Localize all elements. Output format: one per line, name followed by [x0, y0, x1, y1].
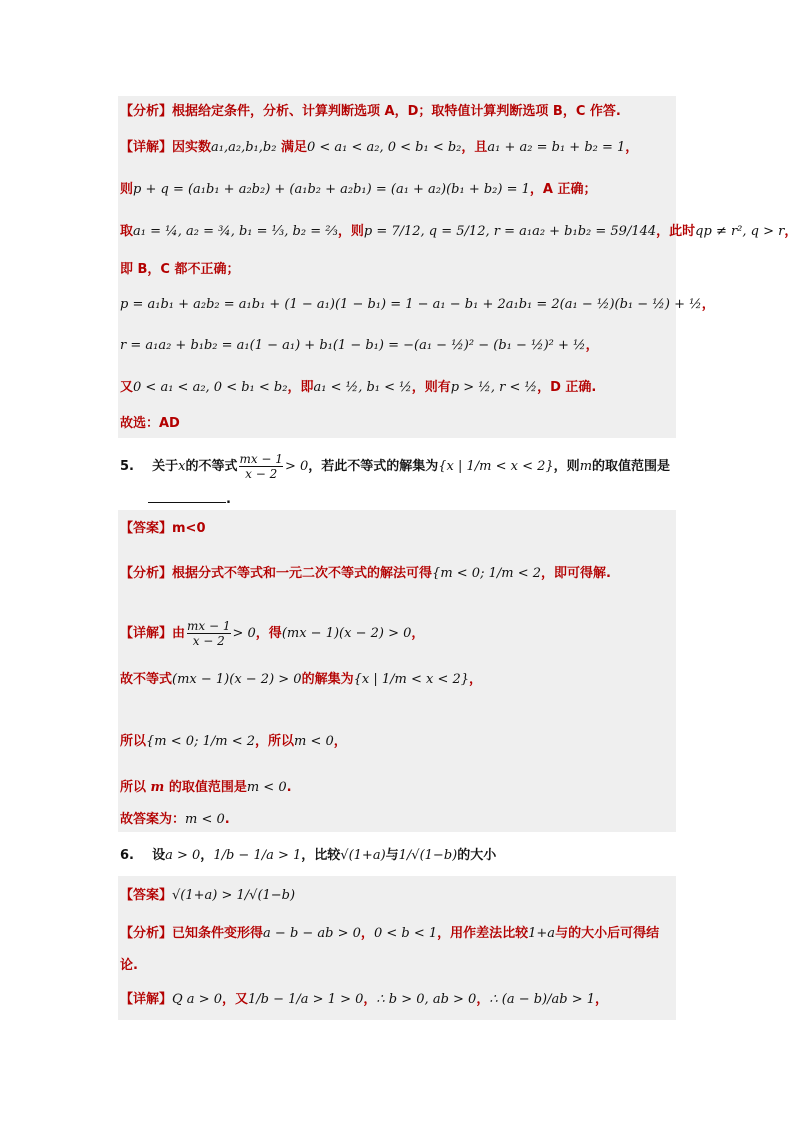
answer-value: m<0: [172, 521, 206, 536]
text: ，A 正确；: [529, 182, 597, 197]
denominator: x − 2: [187, 633, 230, 648]
fraction: [187, 619, 230, 648]
math: p + q = (a₁b₁ + a₂b₂) + (a₁b₂ + a₂b₁) = (a₁ + a₂)(b₁ + b₂) = 1: [133, 182, 530, 197]
analysis-tag: 【分析】: [120, 566, 173, 581]
math-system: {m < 0; 1/m < 2: [146, 734, 255, 749]
math: a₁ < ½, b₁ < ½: [313, 380, 412, 395]
text: 满足: [276, 140, 307, 155]
math: {x | 1/m < x < 2}: [353, 672, 470, 687]
text: ，即: [287, 380, 314, 395]
math: > 0: [284, 459, 309, 474]
q6-detail-line: [120, 992, 608, 1008]
text: ，则: [553, 459, 580, 474]
math: {x | 1/m < x < 2}: [438, 459, 554, 474]
math: 1+a: [528, 926, 556, 941]
text: ，则有: [411, 380, 451, 395]
q5-analysis-line: [120, 566, 611, 582]
q5-detail-line-2: [120, 672, 482, 688]
detail-line-7: [120, 380, 596, 396]
text: 关于: [152, 459, 179, 474]
text: ，此时: [656, 224, 696, 239]
text: 与: [385, 848, 399, 863]
math: m < 0: [440, 566, 481, 581]
math: a₁,a₂,b₁,b₂: [211, 140, 277, 155]
text: ，若此不等式的解集为: [308, 459, 439, 474]
text: ，用作差法比较: [437, 926, 529, 941]
math: ∴ (a − b)/ab > 1: [489, 992, 596, 1007]
detail-tag: 【详解】: [120, 140, 173, 155]
math: 0 < a₁ < a₂, 0 < b₁ < b₂: [133, 380, 288, 395]
detail-line-4: [120, 262, 240, 278]
text: ，得: [255, 626, 282, 641]
math: p = a₁b₁ + a₂b₂ = a₁b₁ + (1 − a₁)(1 − b₁) = 1 − a₁ − b₁ + 2a₁b₁ = 2(a₁ − ½)(b₁ − ½) + ½: [120, 297, 702, 312]
text: 故答案为：: [120, 812, 186, 827]
detail-line-5: [120, 297, 715, 313]
text: 即 B，C 都不正确；: [120, 262, 240, 277]
detail-tag: 【详解】: [120, 992, 173, 1007]
text: .: [224, 812, 230, 827]
question-5-blank-line: [148, 490, 231, 508]
math: √(1+a): [340, 848, 386, 863]
text: ，: [701, 297, 715, 312]
text: 取: [120, 224, 134, 239]
text: ，: [200, 848, 214, 863]
math: a − b − ab > 0: [263, 926, 361, 941]
analysis-line: [120, 104, 621, 120]
text: ，: [595, 992, 609, 1007]
math: p = 7/12, q = 5/12, r = a₁a₂ + b₁b₂ = 59/144: [363, 224, 657, 239]
math: m: [150, 780, 165, 795]
math: m < 0: [185, 812, 225, 827]
text: ，: [476, 992, 490, 1007]
math: r = a₁a₂ + b₁b₂ = a₁(1 − a₁) + b₁(1 − b₁) = −(a₁ − ½)² − (b₁ − ½)² + ½: [120, 338, 586, 353]
numerator: mx − 1: [239, 452, 283, 466]
math: > 0: [232, 626, 256, 641]
text: 的取值范围是: [592, 459, 671, 474]
text: 的大小: [457, 848, 497, 863]
text: 根据分式不等式和一元二次不等式的解法可得: [172, 566, 433, 581]
text: ，即可得解.: [541, 566, 611, 581]
math: 1/b − 1/a > 1 > 0: [248, 992, 364, 1007]
text: ，: [360, 926, 374, 941]
math: 1/m < 2: [202, 734, 255, 749]
text: ，且: [461, 140, 488, 155]
q6-analysis-line-2: [120, 958, 138, 974]
text: 则: [120, 182, 134, 197]
q5-answer-line: [120, 521, 206, 537]
question-6: [120, 848, 496, 864]
analysis-tag: 【分析】: [120, 926, 173, 941]
text: ，: [363, 992, 377, 1007]
math: 0 < a₁ < a₂, 0 < b₁ < b₂: [306, 140, 462, 155]
text: 由: [172, 626, 186, 641]
q5-detail-line-4: [120, 780, 292, 796]
q6-answer-line: [120, 888, 295, 904]
text: 又: [120, 380, 134, 395]
analysis-tag: 【分析】: [120, 104, 173, 119]
text: ，又: [221, 992, 248, 1007]
text: 与的大小后可得结: [555, 926, 660, 941]
math: 1/√(1−b): [398, 848, 458, 863]
text: 论.: [120, 958, 138, 973]
text: ，比较: [301, 848, 341, 863]
text: ，则: [337, 224, 364, 239]
math: qp ≠ r², q > r: [695, 224, 785, 239]
math: 1/b − 1/a > 1: [213, 848, 302, 863]
math: (mx − 1)(x − 2) > 0: [172, 672, 302, 687]
text: 故选：AD: [120, 416, 180, 431]
text: ，所以: [254, 734, 294, 749]
math: m < 0: [246, 780, 287, 795]
question-number: 6.: [120, 848, 134, 863]
answer-tag: 【答案】: [120, 521, 173, 536]
math: Q a > 0: [172, 992, 222, 1007]
question-5: [120, 452, 670, 481]
math: ∴ b > 0, ab > 0: [376, 992, 477, 1007]
text: 已知条件变形得: [172, 926, 264, 941]
text: 的取值范围是: [164, 780, 247, 795]
text: .: [286, 780, 292, 795]
text: ，: [333, 734, 347, 749]
text: ，D 正确.: [537, 380, 597, 395]
numerator: mx − 1: [187, 619, 231, 633]
math: x: [178, 459, 186, 474]
choice-line: [120, 416, 180, 432]
math: m: [579, 459, 593, 474]
q6-analysis-line-1: [120, 926, 659, 942]
text: 故不等式: [120, 672, 173, 687]
text: ，: [469, 672, 483, 687]
text: ，: [585, 338, 599, 353]
text: 所以: [120, 780, 151, 795]
math: √(1+a) > 1/√(1−b): [172, 888, 296, 903]
q5-detail-line-1: [120, 619, 424, 648]
text: 的解集为: [301, 672, 354, 687]
math: p > ½, r < ½: [450, 380, 538, 395]
text: 因实数: [172, 140, 212, 155]
math: m < 0: [294, 734, 334, 749]
answer-tag: 【答案】: [120, 888, 173, 903]
detail-tag: 【详解】: [120, 626, 173, 641]
math: a₁ + a₂ = b₁ + b₂ = 1: [487, 140, 626, 155]
text: 设: [152, 848, 166, 863]
math: 0 < b < 1: [373, 926, 438, 941]
detail-line-6: [120, 338, 599, 354]
text: ，: [784, 224, 797, 239]
question-number: 5.: [120, 459, 134, 474]
detail-line-2: [120, 182, 596, 198]
math-system: {m < 0; 1/m < 2: [432, 566, 541, 581]
text: ，: [411, 626, 425, 641]
denominator: x − 2: [239, 466, 282, 481]
text: 的不等式: [185, 459, 238, 474]
fraction: [239, 452, 282, 481]
q5-final-line: [120, 812, 230, 828]
analysis-text: 根据给定条件，分析、计算判断选项 A，D；取特值计算判断选项 B，C 作答.: [172, 104, 621, 119]
math: 1/m < 2: [488, 566, 541, 581]
answer-blank[interactable]: [148, 490, 226, 503]
text: .: [226, 492, 231, 507]
q5-detail-line-3: [120, 734, 347, 750]
detail-line-3: [120, 224, 797, 240]
text: 所以: [120, 734, 147, 749]
math: a > 0: [165, 848, 201, 863]
text: ，: [625, 140, 639, 155]
math: (mx − 1)(x − 2) > 0: [281, 626, 412, 641]
detail-line-1: [120, 140, 638, 156]
math: a₁ = ¼, a₂ = ¾, b₁ = ⅓, b₂ = ⅔: [133, 224, 338, 239]
math: m < 0: [154, 734, 195, 749]
